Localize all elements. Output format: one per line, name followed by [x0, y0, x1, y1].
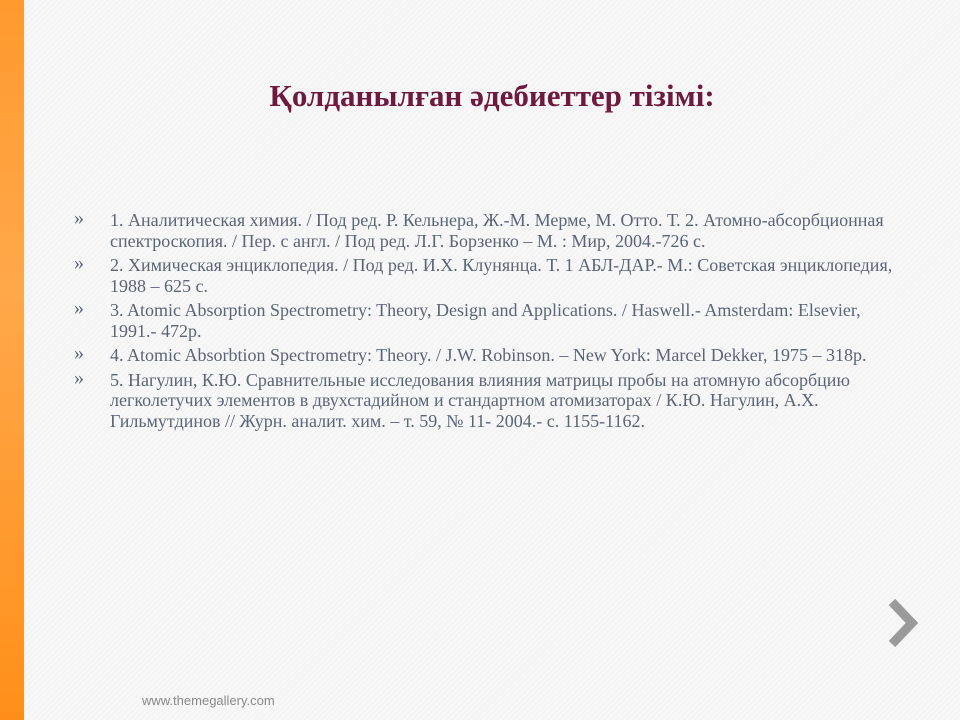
- bullet-icon: »: [74, 342, 84, 364]
- reference-list: [74, 207, 904, 435]
- next-slide-button[interactable]: [884, 596, 920, 650]
- footer-url: www.themegallery.com: [142, 693, 275, 708]
- reference-text: 1. Аналитическая химия. / Под ред. Р. Кельнера, Ж.-М. Мерме, М. Отто. Т. 2. Атомно-абсорбционная спектроскопия. / Пер. с англ. / Под ред. Л.Г. Борзенко – М. : Мир, 2004.-726 с.: [110, 210, 884, 251]
- list-item: [74, 342, 904, 366]
- bullet-icon: »: [74, 207, 84, 229]
- reference-text: 4. Atomic Absorbtion Spectrometry: Theory. / J.W. Robinson. – New York: Marcel Dekker, 1975 – 318p.: [110, 345, 867, 365]
- chevron-right-icon: [884, 596, 920, 650]
- list-item: [74, 252, 904, 296]
- bullet-icon: »: [74, 297, 84, 319]
- reference-text: 5. Нагулин, К.Ю. Сравнительные исследования влияния матрицы пробы на атомную абсорбцию легколетучих элементов в двухстадийном и стандартном атомизаторах / К.Ю. Нагулин, А.Х. Гильмутдинов // Журн. аналит. хим. – т. 59, № 11- 2004.- с. 1155-1162.: [110, 369, 850, 431]
- list-item: [74, 207, 904, 251]
- reference-text: 2. Химическая энциклопедия. / Под ред. И.Х. Клунянца. Т. 1 АБЛ-ДАР.- М.: Советская энциклопедия, 1988 – 625 с.: [110, 255, 893, 296]
- list-item: [74, 366, 904, 432]
- list-item: [74, 297, 904, 341]
- side-accent-bar: [0, 0, 24, 720]
- slide-title: Қолданылған әдебиеттер тізімі:: [269, 78, 715, 113]
- bullet-icon: »: [74, 252, 84, 274]
- bullet-icon: »: [74, 366, 84, 389]
- reference-text: 3. Atomic Absorption Spectrometry: Theory, Design and Applications. / Haswell.- Amsterdam: Elsevier, 1991.- 472p.: [110, 300, 861, 341]
